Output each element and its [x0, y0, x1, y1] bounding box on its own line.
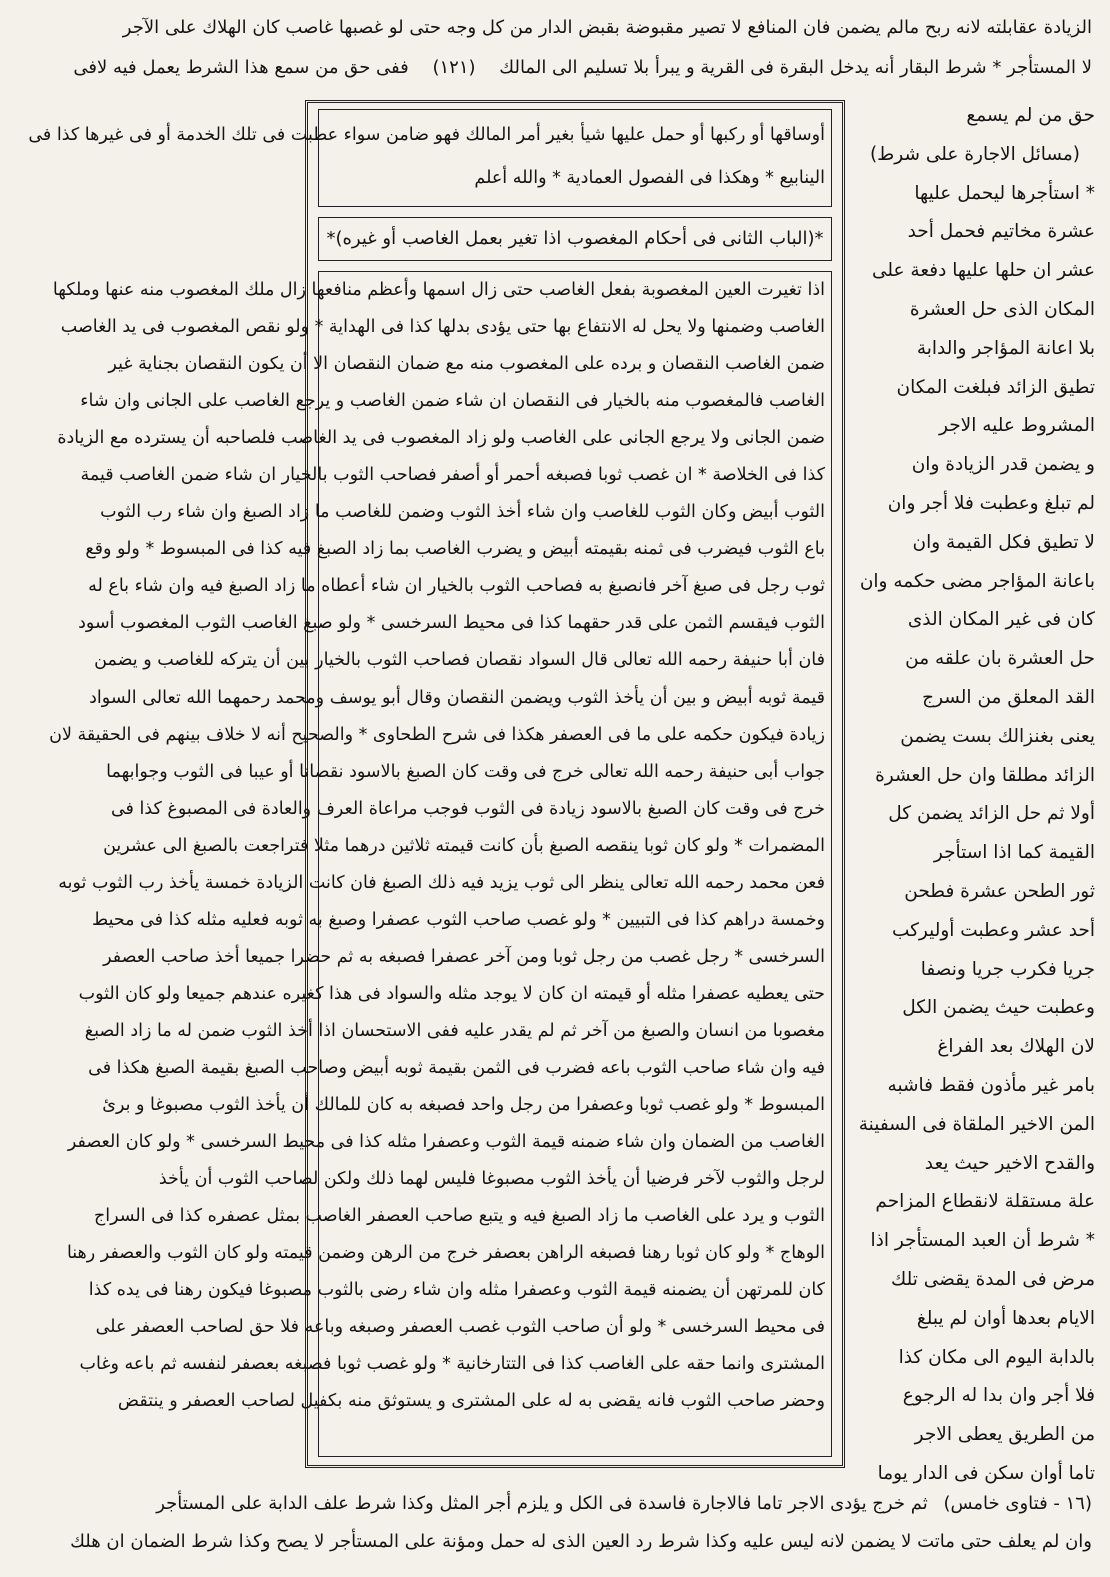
intro-paragraph: [28, 109, 832, 207]
side-gloss-line: المشروط عليه الاجر: [939, 415, 1095, 437]
top-gloss-line-2-tail: ففى حق من سمع هذا الشرط يعمل فيه لافى: [73, 57, 409, 78]
side-gloss-line: حق من لم يسمع: [966, 105, 1095, 126]
body-line: ضمن الغاصب النقصان و برده على المغصوب منه مع ضمان النقصان الا أن يكون النقصان بجناية غير: [108, 354, 825, 375]
side-gloss-line: وعطبت حيث يضمن الكل: [902, 997, 1095, 1019]
body-line: الثوب أبيض وكان الثوب للغاصب وان شاء أخذ الثوب وضمن للغاصب ما زاد الصبغ وان شاء رب الثوب: [100, 502, 825, 523]
side-gloss-line: أحد عشر وعطبت أوليركب: [891, 919, 1095, 941]
side-gloss-line: لا تطيق فكل القيمة وان: [912, 531, 1095, 553]
body-line: الغاصب فالمغصوب منه بالخيار فى النقصان ان شاء ضمن الغاصب و يرجع الغاصب على الجانى وان شاء: [80, 391, 825, 412]
side-gloss-line: المن الاخير الملقاة فى السفينة: [858, 1113, 1095, 1135]
bottom-gloss-line-1-text: ثم خرج يؤدى الاجر تاما فالاجارة فاسدة فى الكل و يلزم أجر المثل وكذا شرط علف الدابة على المستأجر: [156, 1493, 928, 1514]
side-gloss-line: بلا اعانة المؤاجر والدابة: [916, 337, 1095, 359]
side-gloss-line: والقدح الاخير حيث يعد: [924, 1152, 1095, 1174]
side-gloss-line: علة مستقلة لانقطاع المزاحم: [875, 1191, 1095, 1213]
side-gloss-line: جريا فكرب جريا ونصفا: [920, 958, 1095, 980]
side-gloss-line: المكان الذى حل العشرة: [909, 298, 1095, 320]
body-line: زيادة فيكون حكمه على ما فى العصفر هكذا فى شرح الطحاوى * والصحيح أنه لا خلاف بينهم فى الحقيقة لان: [49, 724, 825, 745]
side-gloss-line: بامر غير مأذون فقط فاشبه: [887, 1074, 1095, 1096]
body-line: لرجل والثوب لآخر فرضيا أن يأخذ الثوب مصبوغا فليس لهما ذلك ولكن لصاحب الثوب أن يأخذ: [158, 1169, 825, 1190]
side-gloss-lines: [855, 175, 1095, 1494]
side-gloss-line: عشر ان حلها عليها دفعة على: [871, 260, 1095, 282]
body-line: الوهاج * ولو كان ثوبا رهنا فصبغه الراهن بعصفر خرج من الرهن وضمن قيمته ولو كان الثوب والعصفر رهنا: [66, 1243, 825, 1264]
body-line: فى محيط السرخسى * ولو أن صاحب الثوب غصب العصفر وصبغه وباعه فلا حق لصاحب العصفر على: [95, 1317, 825, 1338]
intro-line-2: الينابيع * وهكذا فى الفصول العمادية * والله أعلم: [474, 168, 825, 188]
side-gloss-line: * شرط أن العبد المستأجر اذا: [870, 1230, 1095, 1252]
top-gloss-line-2: [30, 48, 1092, 88]
body-line: وحضر صاحب الثوب فانه يقضى به له على المشترى و يستوثق منه بكفيل لصاحب العصفر و ينتقض: [117, 1391, 825, 1412]
side-gloss-line: تاما أوان سكن فى الدار يوما: [877, 1462, 1095, 1484]
side-gloss-line: * استأجرها ليحمل عليها: [914, 182, 1095, 204]
body-line: قيمة ثوبه أبيض و بين أن يأخذ الثوب ويضمن النقصان وقال أبو يوسف ومحمد رحمهما الله تعالى السواد: [89, 687, 825, 708]
body-line: فيه وان شاء صاحب الثوب باعه فضرب فى الثمن بقيمة ثوبه أبيض وصاحب الصبغ بقيمة الصبغ هكذا فى: [88, 1057, 825, 1078]
body-line: فان أبا حنيفة رحمه الله تعالى قال السواد نقصان فصاحب الثوب بالخيار بين أن يتركه للغاصب و يضمن: [94, 650, 825, 671]
side-gloss-line: فلا أجر وان بدا له الرجوع: [902, 1385, 1095, 1407]
side-gloss-line: كان فى غير المكان الذى: [907, 609, 1095, 631]
side-gloss-line: حل العشرة بان علقه من: [905, 648, 1095, 670]
body-line: كذا فى الخلاصة * ان غصب ثوبا فصبغه أحمر أو أصفر فصاحب الثوب بالخيار ان شاء ضمن الغاصب قيمة: [80, 465, 825, 486]
footer-signature: (١٦ - فتاوى خامس): [943, 1493, 1092, 1514]
body-line: الثوب فيقسم الثمن على قدر حقهما كذا فى محيط السرخسى * ولو صبغ الغاصب الثوب المغصوب أسود: [78, 613, 825, 634]
intro-line-1: أوساقها أو ركبها أو حمل عليها شيأ بغير أمر المالك فهو ضامن سواء عطبت فى تلك الخدمة أو فى غيرها كذا فى: [28, 125, 825, 145]
body-line: باع الثوب فيضرب فى ثمنه بقيمته أبيض و يضرب الغاصب بما زاد الصبغ فيه كذا فى المبسوط * ولو وقع: [85, 539, 825, 560]
chapter-body: [49, 271, 832, 1457]
chapter-title: *(الباب الثانى فى أحكام المغصوب اذا تغير بعمل الغاصب أو غيره)*: [318, 217, 832, 261]
side-gloss-line: من الطريق يعطى الاجر: [914, 1424, 1095, 1446]
side-gloss-line: الايام بعدها أوان لم يبلغ: [916, 1307, 1095, 1329]
body-line: المشترى وانما حقه على الغاصب كذا فى التتارخانية * ولو غصب ثوبا فصبغه بعصفر لنفسه ثم باعه وغاب: [79, 1354, 825, 1375]
side-gloss-line: و يضمن قدر الزيادة وان: [911, 454, 1095, 476]
side-gloss-line: القيمة كما اذا استأجر: [933, 842, 1095, 864]
body-line: المضمرات * ولو كان ثوبا ينقصه الصبغ بأن كانت قيمته ثلاثين درهما مثلا فتراجعت بالصبغ الى عشرين: [103, 835, 825, 856]
side-gloss-line: تطيق الزائد فبلغت المكان: [896, 376, 1095, 398]
body-line: فعن محمد رحمه الله تعالى ينظر الى ثوب يزيد فيه ذلك الصبغ فان كانت الزيادة خمسة يأخذ رب الثوب ثوبه: [58, 872, 825, 893]
body-line: ضمن الجانى ولا يرجع الجانى على الغاصب ولو زاد المغصوب فى يد الغاصب فلصاحبه أن يسترده مع الزيادة: [57, 428, 825, 449]
side-gloss-line: لان الهلاك بعد الفراغ: [937, 1036, 1095, 1058]
body-line: حتى يعطيه عصفرا مثله أو قيمته ان كان لا يوجد مثله والسواد فى هذا كغيره عندهم جميعا ولو كان الثوب: [78, 983, 825, 1004]
side-gloss-line: باعانة المؤاجر مضى حكمه وان: [859, 570, 1095, 592]
body-line: مغصوبا من انسان والصبغ من آخر ثم لم يقدر عليه ففى الاستحسان اذا أخذ الثوب ضمن له ما زاد الصبغ: [84, 1020, 825, 1041]
body-line: الغاصب وضمنها ولا يحل له الانتفاع بها حتى يؤدى بدلها كذا فى الهداية * ولو نقص المغصوب فى يد الغاصب: [60, 317, 825, 338]
side-margin-gloss: [855, 97, 1095, 1484]
side-gloss-line: لم تبلغ وعطبت فلا أجر وان: [887, 492, 1095, 514]
bottom-margin-gloss: [30, 1485, 1092, 1561]
side-gloss-line: القد المعلق من السرج: [922, 686, 1095, 708]
body-line: المبسوط * ولو غصب ثوبا وعصفرا من رجل واحد فصبغه به كان للمالك أن يأخذ الثوب مصبوغا و برئ: [102, 1095, 825, 1116]
body-line: اذا تغيرت العين المغصوبة بفعل الغاصب حتى زال اسمها وأعظم منافعها زال ملك المغصوب منه عنها وملكها: [52, 280, 825, 300]
bottom-gloss-line-2: وان لم يعلف حتى ماتت لا يضمن لانه ليس عليه وكذا شرط رد العين الذى له حمل ومؤنة على المستأجر لا يصح وكذا شرط الضمان ان هلك: [70, 1531, 1092, 1552]
body-line: الغاصب من الضمان وان شاء ضمنه قيمة الثوب وعصفرا مثله كذا فى محيط السرخسى * ولو كان العصفر: [67, 1132, 825, 1153]
side-gloss-heading: (مسائل الاجارة على شرط): [869, 143, 1081, 165]
side-gloss-line: بالدابة اليوم الى مكان كذا: [898, 1346, 1095, 1368]
side-gloss-line: مرض فى المدة يقضى تلك: [891, 1268, 1095, 1290]
bottom-gloss-line-1: [30, 1485, 1092, 1523]
side-gloss-line: عشرة مخاتيم فحمل أحد: [907, 221, 1095, 243]
top-gloss-line-2-text: لا المستأجر * شرط البقار أنه يدخل البقرة فى القرية و يبرأ بلا تسليم الى المالك: [499, 57, 1092, 78]
side-gloss-line: أولا ثم حل الزائد يضمن كل: [888, 803, 1095, 825]
top-gloss-line-1: الزيادة عقابلته لانه ربح مالم يضمن فان المنافع لا تصير مقبوضة بقبض الدار من كل وجه حتى لو غصبها غاصب كان الهلاك على الآجر: [122, 17, 1092, 38]
side-gloss-line: يعنى بغنزالك بست يضمن: [900, 725, 1095, 747]
body-line: الثوب و يرد على الغاصب ما زاد الصبغ فيه و يتبع صاحب العصفر الغاصب بمثل عصفره كذا فى السراج: [93, 1206, 825, 1227]
page-number: (١٢١): [432, 57, 476, 78]
body-line: وخمسة دراهم كذا فى التبيين * ولو غصب صاحب الثوب عصفرا وصبغ به ثوبه فعليه مثله كذا فى محيط: [91, 909, 825, 930]
side-gloss-line: ثور الطحن عشرة فطحن: [904, 880, 1095, 902]
side-gloss-line: الزائد مطلقا وان حل العشرة: [875, 764, 1095, 786]
body-line: السرخسى * رجل غصب من رجل ثوبا ومن آخر عصفرا فصبغه به ثم حضرا جميعا أخذ صاحب العصفر: [103, 946, 825, 967]
body-line: خرج فى وقت كان الصبغ بالاسود زيادة فى الثوب فوجب مراعاة العرف والعادة فى المصبوغ كذا فى: [110, 798, 825, 819]
body-line: كان للمرتهن أن يضمنه قيمة الثوب وعصفرا مثله وان شاء رضى بالثوب مصبوغا فيكون رهنا فى يده كذا: [88, 1280, 825, 1301]
body-line: ثوب رجل فى صبغ آخر فانصبغ به فصاحب الثوب بالخيار ان شاء أعطاه ما زاد الصبغ فيه وان شاء باع له: [88, 576, 825, 597]
top-margin-gloss: [30, 8, 1092, 88]
main-text-frame: [28, 100, 845, 1468]
body-line: جواب أبى حنيفة رحمه الله تعالى خرج فى وقت كان الصبغ بالاسود نقصانا أو عيبا فى الثوب وجوابهما: [106, 761, 825, 782]
